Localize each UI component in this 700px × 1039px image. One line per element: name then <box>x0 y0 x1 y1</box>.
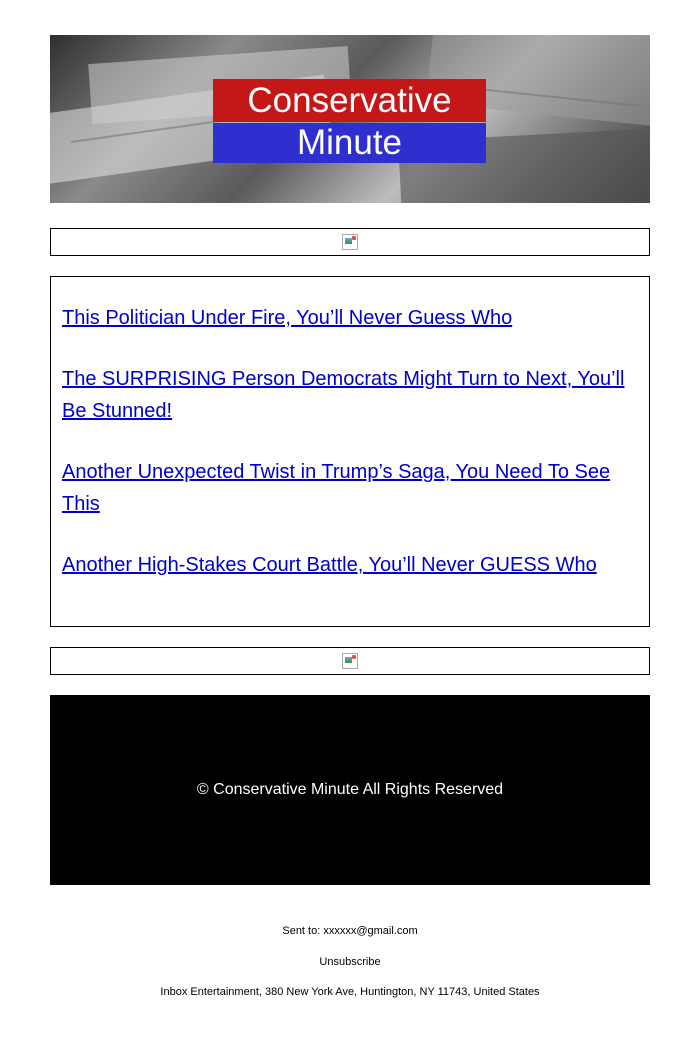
logo-line2: Minute <box>213 123 486 163</box>
article-link[interactable]: This Politician Under Fire, You’ll Never Guess Who <box>62 307 513 329</box>
broken-image-icon <box>342 653 358 669</box>
article-link[interactable]: The SURPRISING Person Democrats Might Turn to Next, You’ll Be Stunned! <box>62 368 625 422</box>
logo-line1: Conservative <box>213 79 486 122</box>
list-item <box>62 549 642 581</box>
ad-banner-top[interactable] <box>50 228 650 256</box>
article-link[interactable]: Another High-Stakes Court Battle, You’ll Never GUESS Who <box>62 554 597 576</box>
ad-banner-bottom[interactable] <box>50 647 650 675</box>
list-item <box>62 363 642 427</box>
article-list-panel <box>50 276 650 627</box>
header-banner <box>50 35 650 203</box>
sent-to-text: Sent to: xxxxxx@gmail.com <box>282 925 418 937</box>
unsubscribe-container <box>0 956 700 968</box>
footer-banner <box>50 695 650 885</box>
unsubscribe-link[interactable]: Unsubscribe <box>319 956 381 968</box>
list-item <box>62 302 642 334</box>
copyright-text: © Conservative Minute All Rights Reserved <box>196 781 504 798</box>
article-link[interactable]: Another Unexpected Twist in Trump’s Saga, You Need To See This <box>62 461 611 515</box>
broken-image-icon <box>342 234 358 250</box>
logo[interactable] <box>213 79 486 163</box>
company-address: Inbox Entertainment, 380 New York Ave, Huntington, NY 11743, United States <box>160 986 540 998</box>
list-item <box>62 456 642 520</box>
